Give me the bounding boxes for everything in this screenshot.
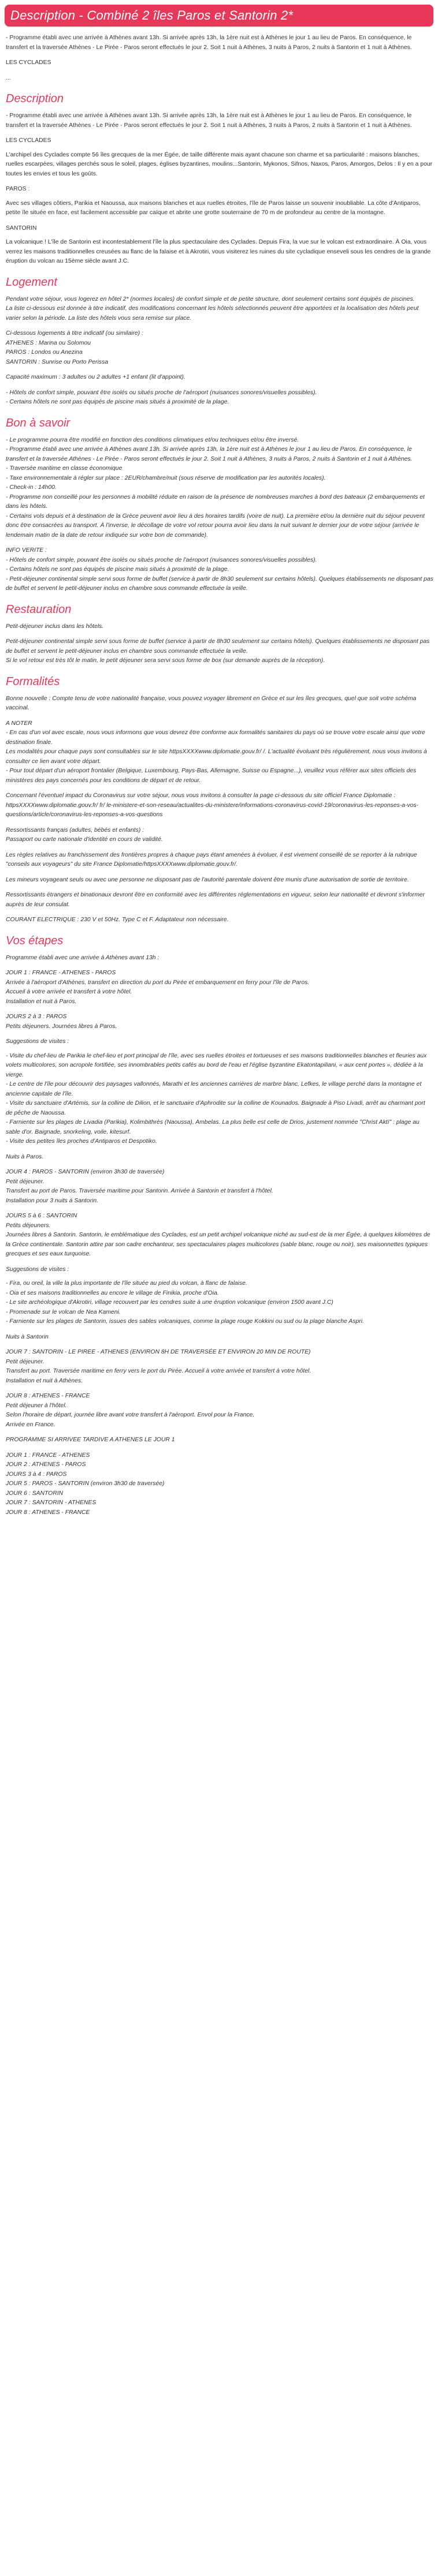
suggestions-paros-title: Suggestions de visites : [6,1038,69,1045]
santorin-title: SANTORIN [6,225,37,231]
formalites-section [5,675,433,925]
list-item: JOUR 2 : ATHENES - PAROS [6,1461,86,1468]
formalites-paragraph-2: A NOTER - En cas d'un vol avec escale, nous vous informons que vous devrez être conforme aux formalités sanitaires du pays où se trouve votre escale ainsi que votre destination finale. Les modalités pour chaque pays sont consultables sur le site httpsXXXXwww.diplomatie.gouv.fr/ /. L'actualité évoluant très régulièrement, nous vous invitons à consulter ce lien avant votre départ. - Pour tout départ d'un aéroport frontalier (Belgique, Luxembourg, Pays-Bas, Allemagne, Suisse ou Espagne...), veuillez vous référer aux sites officiels des ministères des pays concernés pour les conditions de départ et de retour. [6,720,427,784]
logement-paragraph-4: - Hôtels de confort simple, pouvant être isolés ou situés proche de l'aéroport (nuisances sonores/visuelles possibles). - Certains hôtels ne sont pas équipés de piscine mais situés à proximité de la plage. [6,389,317,405]
description-paragraph-1: - Programme établi avec une arrivée à Athènes avant 13h. Si arrivée après 13h, la 1ère nuit est à Athènes le jour 1 au lieu de Paros. En conséquence, le transfert et la traversée Athènes - Le Pirée - Paros seront effectués le jour 2. Soit 1 nuit à Athènes, 3 nuits à Paros, 2 nuits à Santorin et 1 nuit à Athènes. [6,113,412,129]
formalites-paragraph-8: COURANT ELECTRIQUE : 230 V et 50Hz. Type C et F. Adaptateur non nécessaire. [6,917,229,923]
logement-paragraph-3: Capacité maximum : 3 adultes ou 2 adultes +1 enfant (lit d'appoint). [6,374,185,380]
paros-title: PAROS : [6,186,30,192]
formalites-paragraph-1: Bonne nouvelle : Compte tenu de votre nationalité française, vous pouvez voyager librement en Grèce et sur les îles grecques, quel que soit votre schéma vaccinal. [6,695,417,711]
etape-jours-5-6: JOURS 5 à 6 : SANTORIN Petits déjeuners. Journées libres à Santorin. Santorin, le emblématique des Cyclades, est un petit archipel volcanique niché au sud-est de la mer Égée, à quelques kilomètres de la Grèce continentale. Santorin attire par son cadre enchanteur, ses spectaculaires plages multicolores (sable blanc, rouge ou noir), ses maisonnettes typiques grecques et ses eaux turquoise. [6,1213,430,1257]
suggestions-santorin: - Fira, ou oreil, la ville la plus importante de l'île située au pied du volcan, à flanc de falaise. - Oia et ses maisons traditionnelles au encore le village de Finikia, proche d'Oia. - Le site archéologique d'Akrotiri, village recouvert par les cendres suite à une éruption volcanique (environ 1500 avant J.C) - Promenade sur le volcan de Nea Kameni. - Farniente sur les plages de Santorin, issues des sables volcaniques, comme la plage rouge Kokkini ou sud ou la plage blanche Aspri. [6,1280,364,1325]
formalites-paragraph-3: Concernant l'éventuel impact du Coronavirus sur votre séjour, nous vous invitons à consulter la page ci-dessous du site officiel France Diplomatie : httpsXXXXwww.diplomatie.gouv.fr/ fr/ le-ministere-et-son-reseau/actualites-du-ministere/informations-coronavirus-covid-19/coronavirus-les-reponses-a-vos-questions/article/coronavirus-les-reponses-a-vos-questions [6,792,419,818]
list-item: JOURS 3 à 4 : PAROS [6,1471,67,1478]
etape-jour-1: JOUR 1 : FRANCE - ATHENES - PAROS Arrivée à l'aéroport d'Athènes, transfert en direction du port du Pirée et embarquement en ferry pour l'île de Paros. Accueil à votre arrivée et transfert à votre hôtel. Installation et nuit à Paros. [6,970,310,1005]
etapes-title: Vos étapes [6,934,64,947]
logement-paragraph-1: Pendant votre séjour, vous logerez en hôtel 2* (normes locales) de confort simple et de petite structure, dont seulement certains sont équipés de piscines. La liste ci-dessous est donnée à titre indicatif, des modifications concernant les hôtels sélectionnés peuvent être apportées et la localisation des hôtels peut varier selon la période. La liste des hôtels vous sera remise sur place. [6,296,419,321]
programme-arrivee-tardive-list [6,1451,433,1518]
programme-arrivee-tardive-title: PROGRAMME SI ARRIVEE TARDIVE A ATHENES LE JOUR 1 [6,1437,175,1443]
bon-a-savoir-title: Bon à savoir [6,416,70,429]
restauration-title: Restauration [6,603,72,616]
etape-jour-7: JOUR 7 : SANTORIN - LE PIREE - ATHENES (ENVIRON 8H DE TRAVERSÉE ET ENVIRON 20 MIN DE ROUTE) Petit déjeuner. Transfert au port. Traversée maritime en ferry vers le port du Pirée. Accueil à votre arrivée et transfert à votre hôtel. Installation et nuit à Athènes. [6,1349,311,1384]
intro-section [5,33,433,83]
restauration-section [5,603,433,666]
bon-a-savoir-paragraph-1: - Le programme pourra être modifié en fonction des conditions climatiques et/ou techniques et/ou être inversé. - Programme établi avec une arrivée à Athènes avant 13h. Si arrivée après 13h, la 1ère nuit est à Athènes le jour 1 au lieu de Paros. En conséquence, le transfert et la traversée Athènes - Le Pirée - Paros seront effectués le jour 2. Soit 1 nuit à Athènes, 3 nuits à Paros, 2 nuits à Santorin et 1 nuit à Athènes. - Traversée maritime en classe économique - Taxe environnementale à régler sur place : 2EUR/chambre/nuit (sous réserve de modification par les autorités locales). - Check-in : 14h00. - Programme non conseillé pour les personnes à mobilité réduite en raison de la présence de nombreuses marches à bord des bateaux (2 embarquements et dans les hôtels. - Certains vols depuis et à destination de la Grèce peuvent avoir lieu à des horaires tardifs (voire de nuit). La première et/ou la dernière nuit du séjour peuvent donc être consacrées au transport. À l'inverse, le décollage de votre vol retour pourra avoir lieu dans la nuit suivant le dernier jour de votre séjour (arrivée le lendemain matin de la date de retour indiquée sur votre bon de commande). [6,436,425,539]
santorin-body: La volcanique ! L'île de Santorin est incontestablement l'île la plus spectaculaire des Cyclades. Depuis Fira, la vue sur le volcan est extraordinaire. À Oia, vous verrez les maisons traditionnelles creusées au flanc de la falaise et à Akrotiri, vous visiterez les ruines du site cycladique enseveli sous les cendres de la grande éruption du volcan au 15ème siècle avant J.C. [6,239,431,264]
paros-body: Avec ses villages côtiers, Parikia et Naoussa, aux maisons blanches et aux ruelles étroites, l'île de Paros laisse un souvenir inoubliable. La côte d'Antiparos, petite île située en face, est facilement accessible par caïque et abrite une grotte souterraine de 70 m de profondeur au centre de la montagne. [6,200,421,216]
description-title: Description [6,92,64,105]
formalites-paragraph-7: Ressortissants étrangers et binationaux devront être en conformité avec les différentes réglementations en vigueur, selon leur nationalité et devront s'informer auprès de leur consulat. [6,892,425,908]
formalites-paragraph-4: Ressortissants français (adultes, bébés et enfants) : Passaport ou carte nationale d'identité en cours de validité. [6,827,163,843]
title-banner [5,5,433,27]
nuits-paros: Nuits à Paros. [6,1153,44,1160]
etape-jour-4: JOUR 4 : PAROS - SANTORIN (environ 3h30 de traversée) Petit déjeuner. Transfert au port de Paros. Traversée maritime pour Santorin. Arrivée à Santorin et transfert à l'hôtel. Installation pour 3 nuits à Santorin. [6,1169,273,1204]
list-item: JOUR 5 : PAROS - SANTORIN (environ 3h30 de traversée) [6,1480,165,1487]
suggestions-paros: - Visite du chef-lieu de Parikia le chef-lieu et port principal de l'île, avec ses ruelles étroites et tortueuses et ses maisons traditionnelles blanches et fleuries aux volets multicolores, son acropole fortifiée, ses innombrables petits cafés au bord de l'eau et l'église byzantine Ekatontapiliani, « aux cent portes », dédiée à la vierge. - Le centre de l'île pour découvrir des paysages vallonnés, Marathi et les anciennes carrières de marbre blanc, Lefkes, le village perché dans la montagne et ancienne capitale de l'île. - Visite du sanctuaire d'Artémis, sur la colline de Dilion, et le sanctuaire d'Aphrodite sur la colline de Kounados. Baignade à Piso Livadi, arrêt au charmant port de pêche de Naoussa. - Farniente sur les plages de Livadia (Parikia), Kolimbithrès (Naoussa), Ambelas. La plus belle est celle de Drios, justement nommée "Christ Aktï" : plage au sable d'or. Baignade, snorkeling, voile, kitesurf. - Visite des petites îles proches d'Antiparos et Despotiko. [6,1052,427,1145]
etape-jour-8: JOUR 8 : ATHENES - FRANCE Petit déjeuner à l'hôtel. Selon l'horaire de départ, journée libre avant votre transfert à l'aéroport. Envol pour la France. Arrivée en France. [6,1393,255,1428]
restauration-paragraph-2: Petit-déjeuner continental simple servi sous forme de buffet (service à partir de 8h30 seulement sur certains hôtels). Quelques établissements ne disposant pas de buffet et servent le petit-déjeuner inclus en chambre sous commande effectuée la veille. Si le vol retour est très tôt le matin, le petit déjeuner sera servi sous forme de box (sur demande auprès de la réception). [6,638,430,664]
formalites-title: Formalités [6,675,60,688]
formalites-paragraph-5: Les règles relatives au franchissement des frontières propres à chaque pays étant amenées à évoluer, il est vivement conseillé de se reporter à la rubrique "conseils aux voyageurs" du site France Diplomatie/httpsXXXXwww.diplomatie.gouv.fr/. [6,851,417,868]
logement-paragraph-2: Ci-dessous logements à titre indicatif (ou similaire) : ATHENES : Marina ou Solomou PAROS : Londos ou Anezina SANTORIN : Sunrise ou Porto Perissa [6,330,143,365]
bon-a-savoir-section [5,417,433,594]
nuits-santorin: Nuits à Santorin [6,1333,49,1340]
cyclades-title: LES CYCLADES [6,137,51,144]
list-item: JOUR 7 : SANTORIN - ATHENES [6,1500,96,1506]
logement-section [5,276,433,407]
intro-paragraph: - Programme établi avec une arrivée à Athènes avant 13h. Si arrivée après 13h, la 1ère nuit est à Athènes le jour 1 au lieu de Paros. En conséquence, le transfert et la traversée Athènes - Le Pirée - Paros seront effectués le jour 2. Soit 1 nuit à Athènes, 3 nuits à Paros, 2 nuits à Santorin et 1 nuit à Athènes. [6,35,412,51]
etapes-section [5,934,433,1518]
page-title: Description - Combiné 2 îles Paros et Santorin 2* [10,8,294,23]
intro-cyclades-title: LES CYCLADES [6,59,51,66]
etapes-intro: Programme établi avec une arrivée à Athènes avant 13h : [6,954,159,961]
list-item: JOUR 8 : ATHENES - FRANCE [6,1509,90,1516]
suggestions-santorin-title: Suggestions de visites : [6,1266,69,1273]
formalites-paragraph-6: Les mineurs voyageant seuls ou avec une personne ne disposant pas de l'autorité parentale doivent être munis d'une autorisation de sortie de territoire. [6,876,409,883]
bon-a-savoir-paragraph-2: INFO VERITE : - Hôtels de confort simple, pouvant être isolés ou situés proche de l'aéroport (nuisances sonores/visuelles possibles). - Certains hôtels ne sont pas équipés de piscine mais situés à proximité de la plage. - Petit-déjeuner continental simple servi sous forme de buffet (service à partir de 8h30 seulement sur certains hôtels). Quelques établissements ne disposant pas de buffet et servent le petit-déjeuner inclus en chambre sous commande effectuée la veille. [6,547,433,592]
logement-title: Logement [6,275,57,289]
list-item: JOUR 1 : FRANCE - ATHENES [6,1452,90,1459]
list-item: JOUR 6 : SANTORIN [6,1490,64,1497]
etape-jours-2-3: JOURS 2 à 3 : PAROS Petits déjeuners. Journées libres à Paros. [6,1014,117,1030]
intro-cyclades-body: ... [6,74,11,81]
cyclades-body: L'archipel des Cyclades compte 56 îles grecques de la mer Égée, de taille différente mais ayant chacune son charme et sa particularité : maisons blanches, ruelles escarpées, villages perchés sous le soleil, plages, églises byzantines, moulins...Santorin, Mykonos, Sifnos, Naxos, Paros, Amorgos, Delos : Il y en a pour toutes les envies et tous les goûts. [6,151,433,177]
restauration-paragraph-1: Petit-déjeuner inclus dans les hôtels. [6,623,104,630]
description-section [5,92,433,267]
